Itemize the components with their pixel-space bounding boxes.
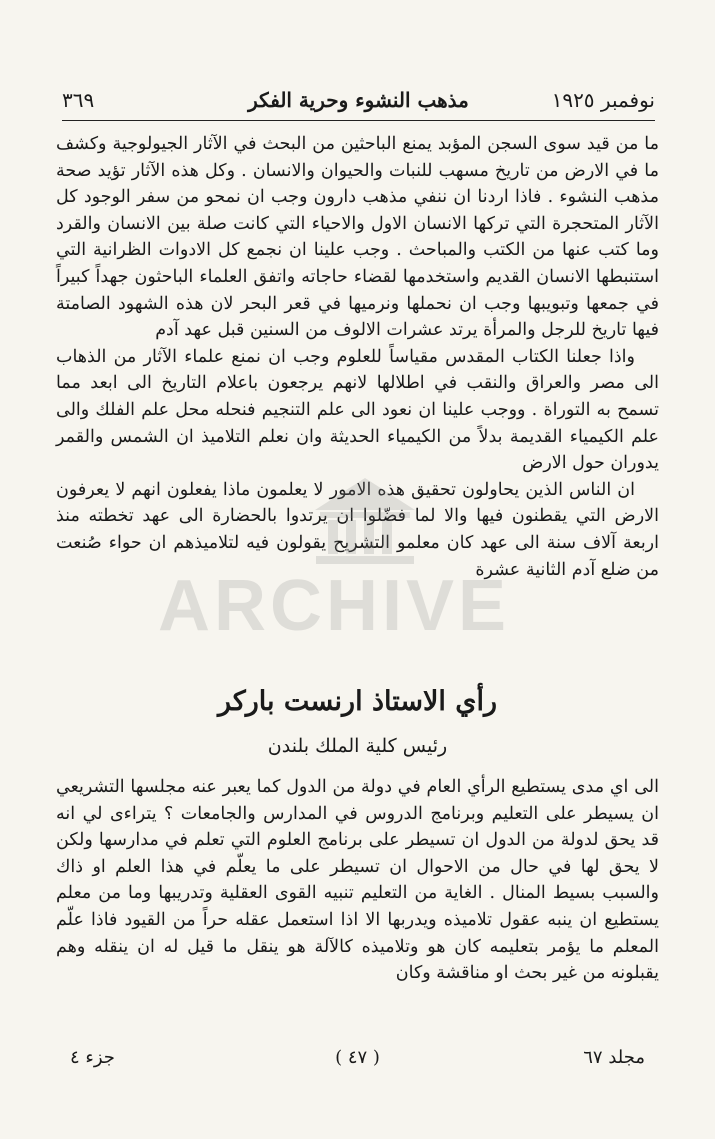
page-footer — [70, 1047, 645, 1077]
running-header — [62, 86, 655, 121]
section-title: رأي الاستاذ ارنست باركر — [218, 686, 497, 717]
paragraph: الى اي مدى يستطيع الرأي العام في دولة من الدول كما يعبر عنه مجلسها التشريعي ان يسيطر على التعليم وبرنامج الدروس في المدارس والجامعات ؟ يتراءى لي انه قد يحق لدولة من الدول ان تسيطر على برنامج العلوم التي تعلم في مدارسها ولكن لا يحق لها في حال من الاحوال ان تسيطر على ما يعلّم في هذا العلم او ذاك والسبب بسيط المنال . الغاية من التعليم تنبيه القوى العقلية وتدريبها وما من معلم يستطيع ان ينبه عقول تلاميذه ويدربها الا اذا استعمل عقله حراً من القيود فاذا علّم المعلم ما يؤمر بتعليمه كان هو وتلاميذه كالآلة هو ينقل ما قيل له ان ينقله وهم يقبلونه من غير بحث او مناقشة وكان — [56, 777, 659, 984]
paragraph: ما من قيد سوى السجن المؤبد يمنع الباحثين من البحث في الآثار الجيولوجية وكشف ما في الارض من تاريخ مسهب للنبات والحيوان والانسان . وكل هذه الآثار تؤيد صحة مذهب النشوء . فاذا اردنا ان ننفي مذهب دارون وجب ان نمحو من سفر الوجود كل الآثار المتحجرة التي تركها الانسان الاول والاحياء التي كانت صلة بين الانسان والقرد وما كتب عنها من الكتب والمباحث . وجب علينا ان نجمع كل الادوات الظرانية التي استنبطها الانسان القديم واستخدمها لقضاء حاجاته واتفق العلماء الباحثون جهداً كبيراً في جمعها وتبويبها وجب ان نحملها ونرميها في قعر البحر لان هذه الشهود الصامتة فيها تاريخ للرجل والمرأة يرتد عشرات الالوف من السنين قبل عهد آدم — [56, 134, 659, 341]
paragraph: ان الناس الذين يحاولون تحقيق هذه الامور لا يعلمون ماذا يفعلون انهم لا يعرفون الارض التي يقطنون فيها والا لما فضّلوا ان يرتدوا بالحضارة الى عهد تخطته منذ اربعة آلاف سنة الى عهد كان معلمو التشريح يقولون فيه لتلاميذهم ان حواء صُنعت من ضلع آدم الثانية عشرة — [56, 479, 659, 580]
header-page-number: ٣٦٩ — [62, 88, 95, 112]
section-subtitle: رئيس كلية الملك بلندن — [267, 735, 448, 757]
article-body — [56, 131, 659, 583]
watermark-text: ARCHIVE — [157, 566, 510, 646]
paragraph: واذا جعلنا الكتاب المقدس مقياساً للعلوم وجب ان نمنع علماء الآثار من الذهاب الى مصر والعراق والنقب في اطلالها لانهم يرجعون باعلام التاريخ الى ابعد مما تسمح به التوراة . ووجب علينا ان نعود الى علم التنجيم فنحله محل علم الفلك والى علم الكيمياء القديمة بدلاً من الكيمياء الحديثة وان نعلم التلاميذ ان الشمس والقمر يدوران حول الارض — [56, 346, 659, 474]
footer-part: جزء ٤ — [70, 1047, 115, 1068]
footer-number: ( ٤٧ ) — [335, 1047, 380, 1068]
footer-volume: مجلد ٦٧ — [583, 1047, 645, 1068]
header-title: مذهب النشوء وحرية الفكر — [248, 88, 469, 112]
header-date: نوفمبر ١٩٢٥ — [551, 88, 655, 112]
section-body — [56, 774, 659, 987]
